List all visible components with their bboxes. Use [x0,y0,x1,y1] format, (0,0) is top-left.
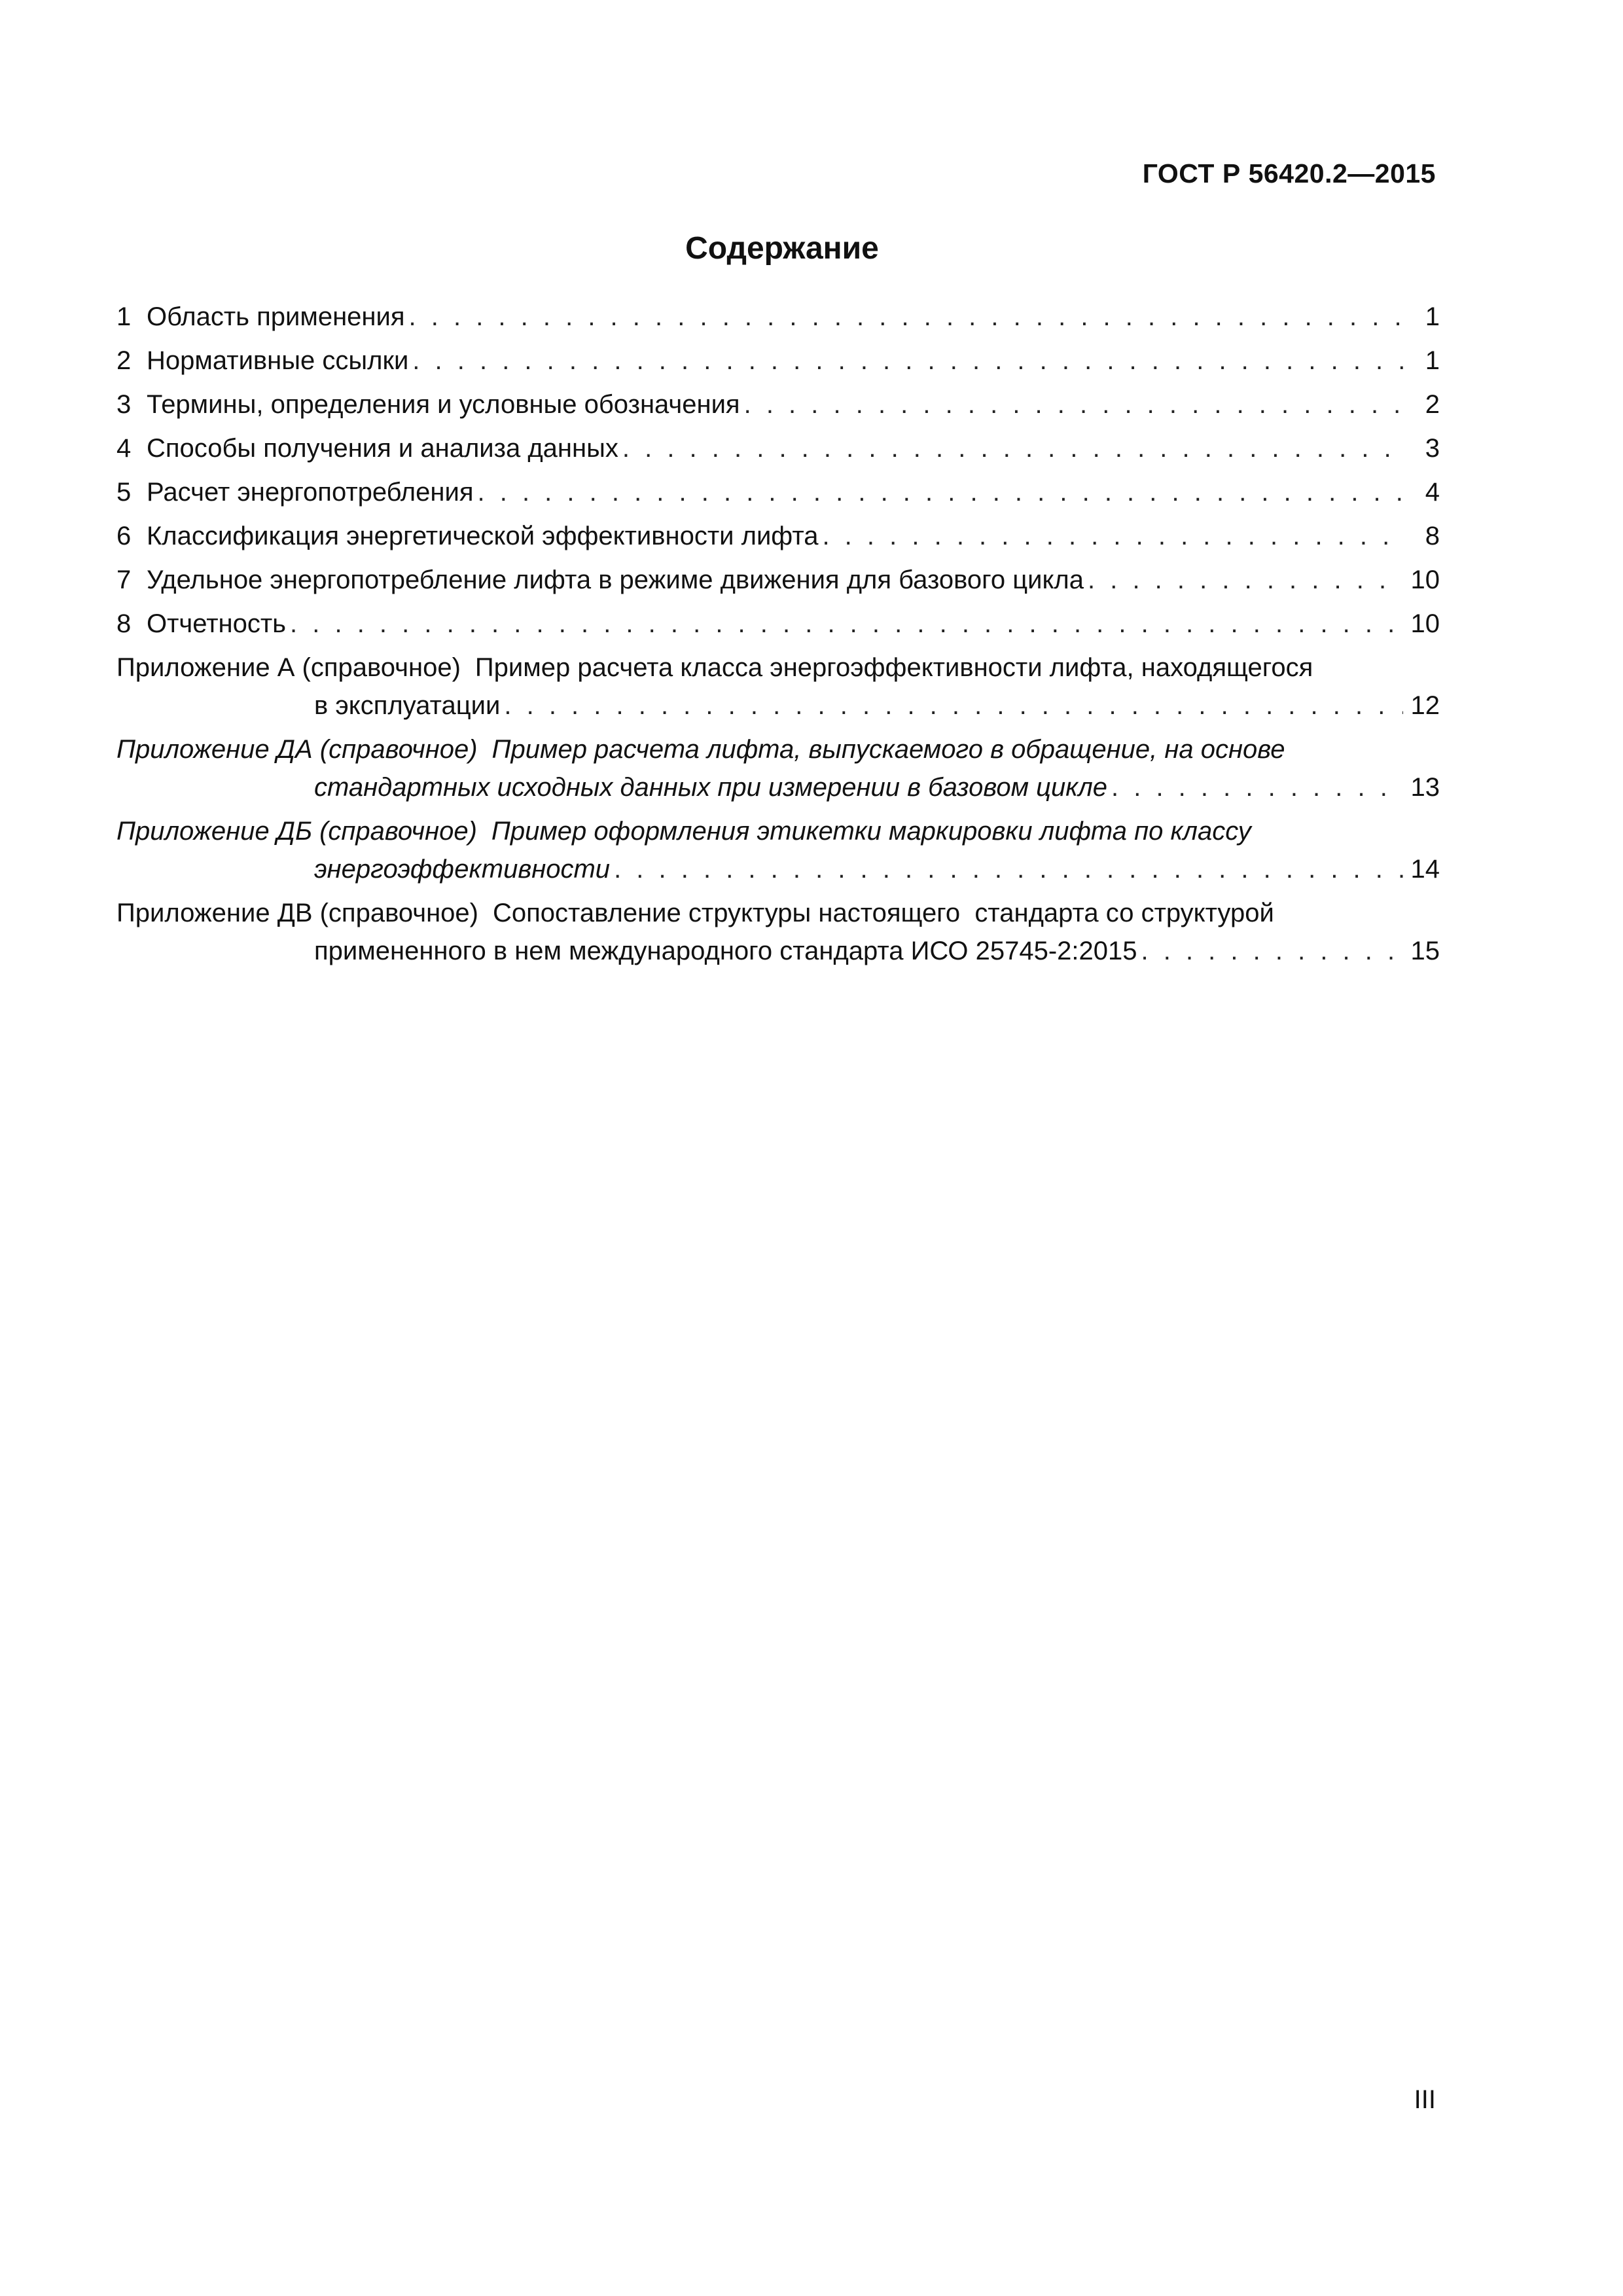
appendix-heading-line [116,894,1440,932]
dot-leader [614,850,1403,888]
section-number: 3 [116,390,132,419]
appendix-page: 12 [1410,691,1440,720]
appendix-title-line1: Сопоставление структуры настоящего стандарта со структурой [493,899,1274,927]
section-title: Классификация энергетической эффективности лифта [147,522,819,550]
section-page: 1 [1425,346,1440,375]
dot-leader [1111,768,1403,806]
page-number: III [1414,2085,1436,2114]
appendix-title-line2: стандартных исходных данных при измерении в базовом цикле [314,773,1107,802]
table-of-contents [116,298,1440,976]
section-number: 7 [116,565,132,594]
section-number: 1 [116,302,132,331]
appendix-title-line2: примененного в нем международного стандарта ИСО 25745-2:2015 [314,937,1137,965]
toc-entry-section-2[interactable] [116,342,1440,386]
appendix-title-line1: Пример расчета лифта, выпускаемого в обращение, на основе [491,735,1285,764]
appendix-page: 14 [1410,855,1440,884]
toc-entry-appendix-da[interactable] [116,730,1440,812]
toc-title: Содержание [685,231,879,266]
appendix-label: Приложение А (справочное) [116,653,461,682]
toc-entry-section-6[interactable] [116,517,1440,561]
section-number: 5 [116,478,132,507]
dot-leader [744,386,1403,423]
section-page: 1 [1425,302,1440,331]
section-number: 4 [116,434,132,463]
section-page: 4 [1425,478,1440,507]
toc-entry-section-8[interactable] [116,605,1440,649]
toc-entry-section-5[interactable] [116,473,1440,517]
toc-entry-appendix-a[interactable] [116,649,1440,730]
toc-entry-section-1[interactable] [116,298,1440,342]
section-number: 2 [116,346,132,375]
toc-entry-section-4[interactable] [116,429,1440,473]
section-page: 10 [1410,565,1440,594]
section-page: 3 [1425,434,1440,463]
dot-leader [290,605,1403,643]
appendix-title-line1: Пример расчета класса энергоэффективности лифта, находящегося [474,653,1313,682]
appendix-page: 13 [1410,773,1440,802]
appendix-title-line2: энергоэффективности [314,855,611,884]
section-page: 8 [1425,522,1440,550]
dot-leader [1141,932,1404,970]
section-title: Отчетность [147,609,287,638]
appendix-continuation-line [116,768,1440,809]
toc-entry-section-7[interactable] [116,561,1440,605]
dot-leader [412,342,1403,380]
appendix-label: Приложение ДВ (справочное) [116,899,478,927]
dot-leader [409,298,1403,336]
dot-leader [504,687,1403,725]
dot-leader [622,429,1403,467]
appendix-continuation-line [116,850,1440,891]
appendix-heading-line [116,649,1440,687]
appendix-title-line2: в эксплуатации [314,691,501,720]
toc-entry-section-3[interactable] [116,386,1440,429]
section-number: 8 [116,609,132,638]
appendix-continuation-line [116,687,1440,727]
appendix-continuation-line [116,932,1440,973]
appendix-label: Приложение ДА (справочное) [116,735,478,764]
toc-entry-appendix-db[interactable] [116,812,1440,894]
section-page: 10 [1410,609,1440,638]
document-code: ГОСТ Р 56420.2—2015 [1142,158,1436,188]
appendix-title-line1: Пример оформления этикетки маркировки лифта по классу [491,817,1251,846]
section-title: Термины, определения и условные обозначения [147,390,740,419]
dot-leader [822,517,1403,555]
section-title: Удельное энергопотребление лифта в режиме движения для базового цикла [147,565,1084,594]
dot-leader [1088,561,1403,599]
section-number: 6 [116,522,132,550]
appendix-heading-line [116,730,1440,768]
section-page: 2 [1425,390,1440,419]
appendix-page: 15 [1410,937,1440,965]
section-title: Область применения [147,302,405,331]
appendix-heading-line [116,812,1440,850]
dot-leader [477,473,1403,511]
section-title: Расчет энергопотребления [147,478,474,507]
toc-entry-appendix-dv[interactable] [116,894,1440,976]
section-title: Способы получения и анализа данных [147,434,618,463]
appendix-label: Приложение ДБ (справочное) [116,817,477,846]
section-title: Нормативные ссылки [147,346,409,375]
